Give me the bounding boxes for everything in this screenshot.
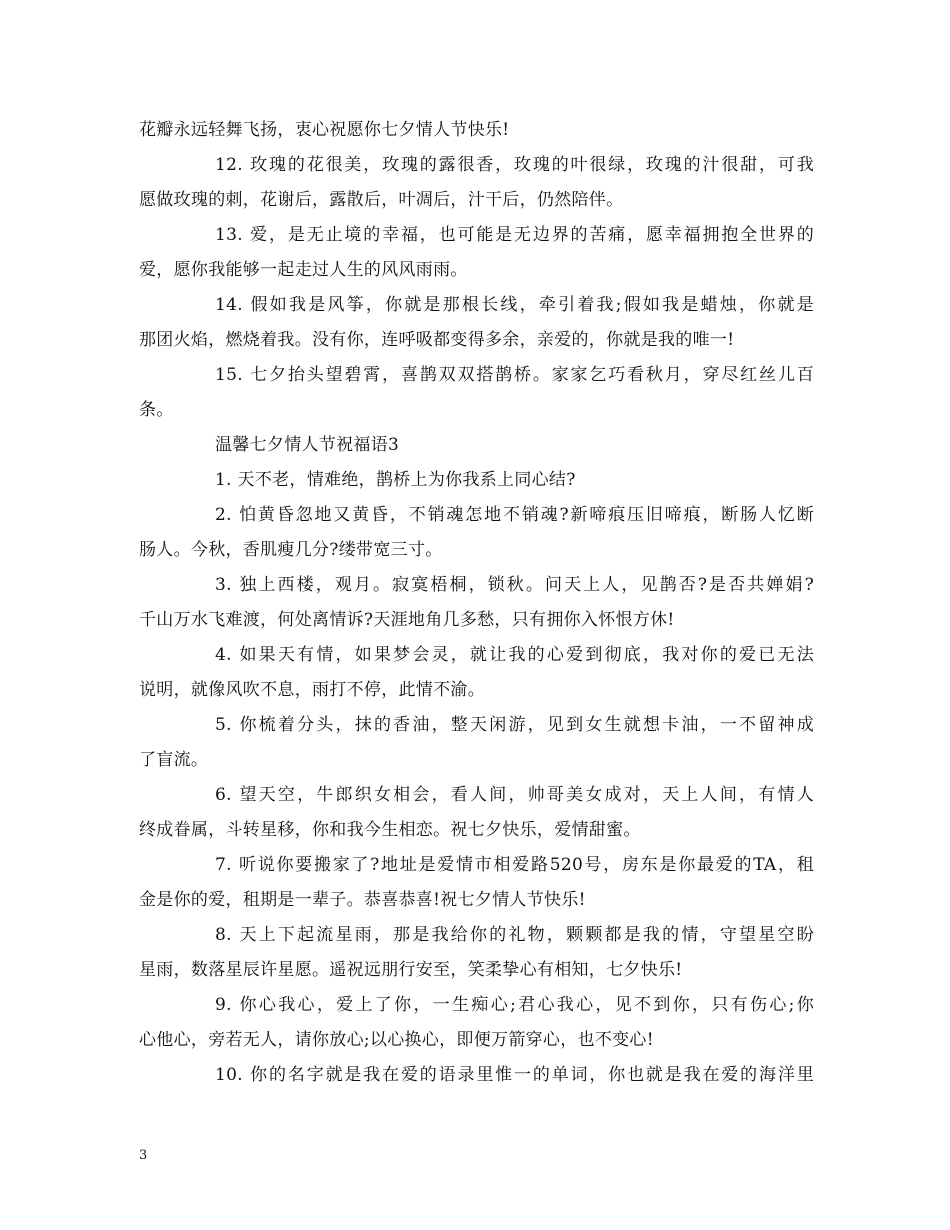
list-item-6-line-2: 终成眷属，斗转星移，你和我今生相恋。祝七夕快乐，爱情甜蜜。 xyxy=(139,820,641,840)
list-item-14-line-2: 那团火焰，燃烧着我。没有你，连呼吸都变得多余，亲爱的，你就是我的唯一! xyxy=(139,330,735,350)
list-item-8-line-1: 8. 天上下起流星雨，那是我给你的礼物，颗颗都是我的情，守望星空盼 xyxy=(215,925,814,945)
list-item-12-line-1: 12. 玫瑰的花很美，玫瑰的露很香，玫瑰的叶很绿，玫瑰的汁很甜，可我 xyxy=(215,155,814,175)
list-item-2-line-2: 肠人。今秋，香肌瘦几分?缕带宽三寸。 xyxy=(139,540,443,560)
list-item-13-line-2: 爱，愿你我能够一起走过人生的风风雨雨。 xyxy=(139,260,468,280)
page-number: 3 xyxy=(139,1148,148,1163)
list-item-5-line-1: 5. 你梳着分头，抹的香油，整天闲游，见到女生就想卡油，一不留神成 xyxy=(215,715,814,735)
list-item-3-line-2: 千山万水飞难渡，何处离情诉?天涯地角几多愁，只有拥你入怀恨方休! xyxy=(139,610,675,630)
list-item-1-line-1: 1. 天不老，情难绝，鹊桥上为你我系上同心结? xyxy=(215,470,576,490)
list-item-14-line-1: 14. 假如我是风筝，你就是那根长线，牵引着我;假如我是蜡烛，你就是 xyxy=(215,295,814,315)
list-item-4-line-2: 说明，就像风吹不息，雨打不停，此情不渝。 xyxy=(139,680,485,700)
list-item-7-line-1: 7. 听说你要搬家了?地址是爱情市相爱路520号，房东是你最爱的TA，租 xyxy=(215,855,814,875)
list-item-12-line-2: 愿做玫瑰的刺，花谢后，露散后，叶凋后，汁干后，仍然陪伴。 xyxy=(139,190,624,210)
list-item-3-line-1: 3. 独上西楼，观月。寂寞梧桐，锁秋。问天上人，见鹊否?是否共婵娟? xyxy=(215,575,814,595)
list-item-15-line-2: 条。 xyxy=(139,400,174,420)
section-heading: 温馨七夕情人节祝福语3 xyxy=(215,435,400,455)
list-item-5-line-2: 了盲流。 xyxy=(139,750,209,770)
list-item-7-line-2: 金是你的爱，租期是一辈子。恭喜恭喜!祝七夕情人节快乐! xyxy=(139,890,586,910)
text-line: 花瓣永远轻舞飞扬，衷心祝愿你七夕情人节快乐! xyxy=(139,120,510,140)
list-item-13-line-1: 13. 爱，是无止境的幸福，也可能是无边界的苦痛，愿幸福拥抱全世界的 xyxy=(215,225,814,245)
list-item-2-line-1: 2. 怕黄昏忽地又黄昏，不销魂怎地不销魂?新啼痕压旧啼痕，断肠人忆断 xyxy=(215,505,814,525)
list-item-15-line-1: 15. 七夕抬头望碧霄，喜鹊双双搭鹊桥。家家乞巧看秋月，穿尽红丝儿百 xyxy=(215,365,814,385)
list-item-6-line-1: 6. 望天空，牛郎织女相会，看人间，帅哥美女成对，天上人间，有情人 xyxy=(215,785,814,805)
list-item-4-line-1: 4. 如果天有情，如果梦会灵，就让我的心爱到彻底，我对你的爱已无法 xyxy=(215,645,814,665)
list-item-10-line-1: 10. 你的名字就是我在爱的语录里惟一的单词，你也就是我在爱的海洋里 xyxy=(215,1065,814,1085)
list-item-8-line-2: 星雨，数落星辰许星愿。遥祝远朋行安至，笑柔挚心有相知，七夕快乐! xyxy=(139,960,683,980)
document-body xyxy=(139,117,814,1097)
list-item-9-line-2: 心他心，旁若无人，请你放心;以心换心，即便万箭穿心，也不变心! xyxy=(139,1030,654,1050)
list-item-9-line-1: 9. 你心我心，爱上了你，一生痴心;君心我心，见不到你，只有伤心;你 xyxy=(215,995,814,1015)
